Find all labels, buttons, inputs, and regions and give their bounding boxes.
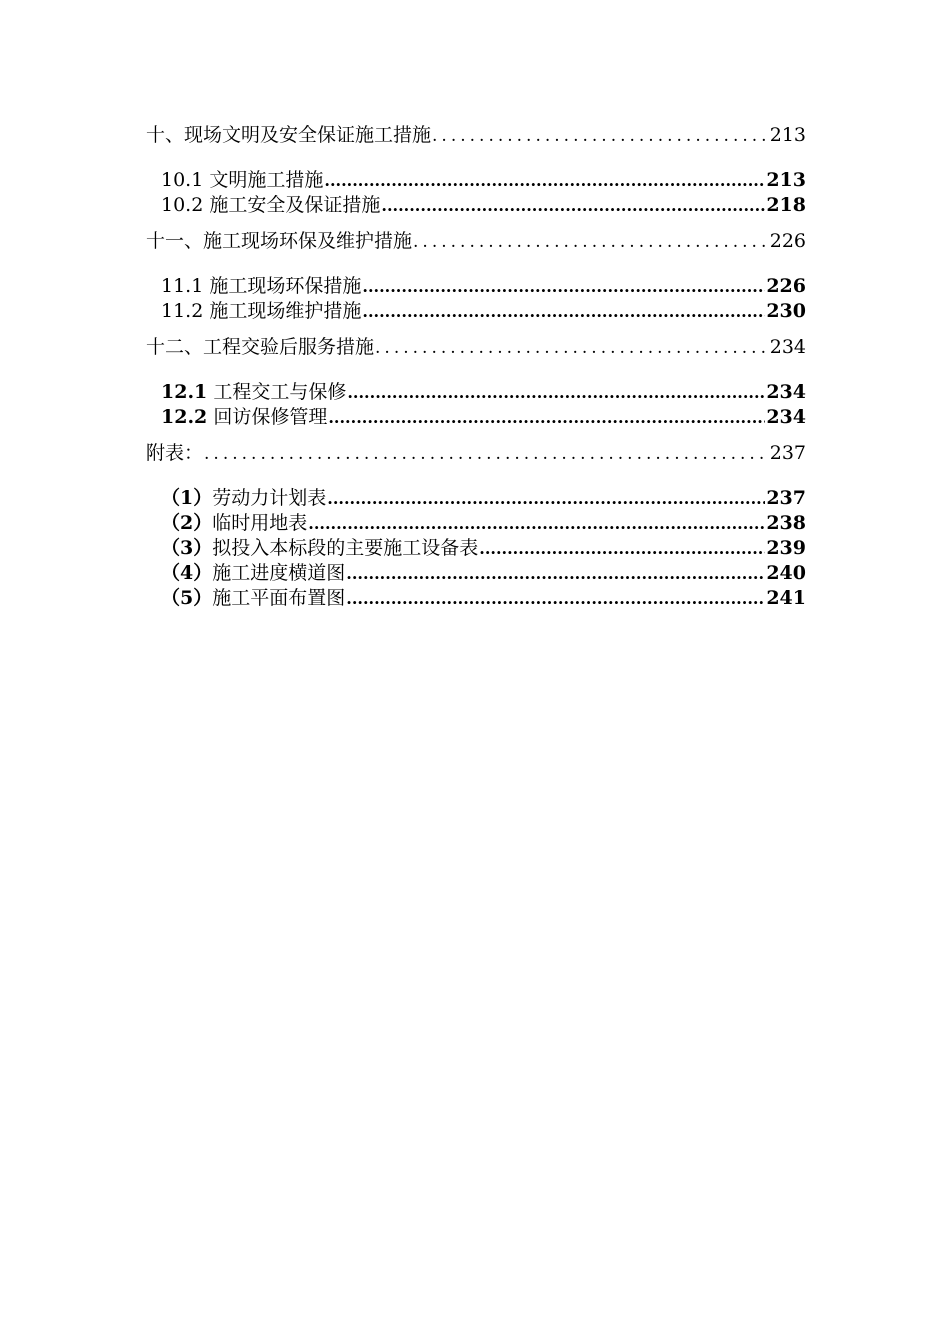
toc-entry-11-1[interactable]	[146, 274, 806, 299]
toc-entry-appendix[interactable]	[146, 440, 806, 466]
toc-entry-appendix-3[interactable]	[146, 536, 806, 561]
dot-leader	[479, 536, 765, 561]
toc-entry-title	[161, 586, 345, 611]
toc-entry-page: 237	[769, 442, 806, 464]
table-of-contents	[146, 122, 806, 611]
section-number: 11.1	[161, 275, 204, 297]
toc-entry-12-1[interactable]	[146, 380, 806, 405]
toc-entry-page: 234	[766, 381, 806, 403]
appendix-title: 施工进度横道图	[212, 562, 346, 584]
section-title: 文明施工措施	[209, 169, 324, 191]
toc-entry-11-2[interactable]	[146, 299, 806, 324]
toc-entry-page: 234	[769, 336, 806, 358]
appendix-number: （2）	[161, 512, 213, 534]
toc-entry-chapter-10[interactable]	[146, 122, 806, 148]
appendix-number: （5）	[161, 587, 213, 609]
toc-entry-title: 十一、施工现场环保及维护措施	[146, 230, 413, 252]
appendix-title: 劳动力计划表	[212, 487, 327, 509]
toc-entry-page: 238	[766, 512, 806, 534]
toc-entry-title	[161, 536, 478, 561]
dot-leader	[347, 380, 765, 405]
appendix-title: 拟投入本标段的主要施工设备表	[212, 537, 479, 559]
dot-leader	[432, 123, 769, 148]
toc-entry-10-2[interactable]	[146, 193, 806, 218]
dot-leader	[346, 561, 765, 586]
dot-leader	[413, 229, 769, 254]
dot-leader	[362, 274, 765, 299]
dot-leader	[308, 511, 765, 536]
toc-entry-title	[161, 274, 361, 299]
toc-entry-chapter-11[interactable]	[146, 228, 806, 254]
dot-leader	[204, 441, 769, 466]
toc-entry-10-1[interactable]	[146, 168, 806, 193]
dot-leader	[346, 586, 765, 611]
toc-entry-page: 239	[766, 537, 806, 559]
toc-entry-appendix-4[interactable]	[146, 561, 806, 586]
toc-entry-title	[161, 486, 326, 511]
toc-entry-title	[161, 561, 345, 586]
toc-entry-page: 213	[769, 124, 806, 146]
toc-entry-page: 226	[769, 230, 806, 252]
toc-entry-title: 十、现场文明及安全保证施工措施	[146, 124, 432, 146]
toc-entry-title	[161, 299, 361, 324]
section-number: 12.1	[161, 381, 208, 403]
dot-leader	[327, 486, 765, 511]
dot-leader	[324, 168, 765, 193]
appendix-title: 施工平面布置图	[212, 587, 346, 609]
toc-entry-appendix-1[interactable]	[146, 486, 806, 511]
toc-entry-appendix-2[interactable]	[146, 511, 806, 536]
dot-leader	[328, 405, 765, 430]
dot-leader	[375, 335, 769, 360]
appendix-number: （1）	[161, 487, 213, 509]
section-title: 回访保修管理	[213, 406, 328, 428]
appendix-title: 临时用地表	[212, 512, 308, 534]
toc-entry-title	[161, 405, 327, 430]
appendix-number: （3）	[161, 537, 213, 559]
appendix-number: （4）	[161, 562, 213, 584]
toc-entry-12-2[interactable]	[146, 405, 806, 430]
toc-entry-page: 241	[766, 587, 806, 609]
toc-entry-page: 230	[766, 300, 806, 322]
toc-entry-page: 226	[766, 275, 806, 297]
toc-entry-page: 240	[766, 562, 806, 584]
toc-entry-title	[161, 380, 346, 405]
toc-entry-title	[161, 193, 380, 218]
section-number: 11.2	[161, 300, 204, 322]
toc-entry-title	[161, 168, 323, 193]
section-title: 工程交工与保修	[213, 381, 347, 403]
toc-entry-title	[161, 511, 307, 536]
toc-entry-title: 十二、工程交验后服务措施	[146, 336, 375, 358]
dot-leader	[362, 299, 765, 324]
section-title: 施工安全及保证措施	[209, 194, 381, 216]
section-title: 施工现场环保措施	[209, 275, 362, 297]
dot-leader	[381, 193, 765, 218]
toc-entry-appendix-5[interactable]	[146, 586, 806, 611]
section-number: 12.2	[161, 406, 208, 428]
toc-entry-page: 234	[766, 406, 806, 428]
section-number: 10.1	[161, 169, 204, 191]
section-title: 施工现场维护措施	[209, 300, 362, 322]
toc-entry-page: 237	[766, 487, 806, 509]
toc-entry-title: 附表：	[146, 442, 204, 464]
toc-entry-chapter-12[interactable]	[146, 334, 806, 360]
section-number: 10.2	[161, 194, 204, 216]
toc-entry-page: 213	[766, 169, 806, 191]
toc-entry-page: 218	[766, 194, 806, 216]
